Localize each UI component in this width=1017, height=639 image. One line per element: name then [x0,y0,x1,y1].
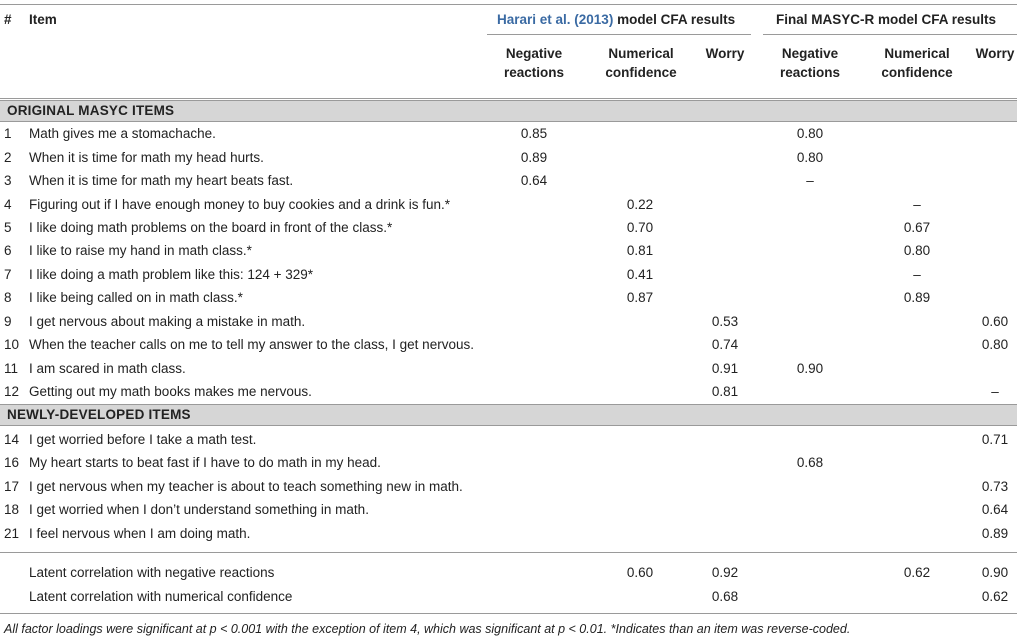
cell-f-num: 0.89 [903,290,931,305]
cell-f-neg: – [806,173,814,188]
cell-f-wor: 0.80 [981,337,1009,352]
row-item-text: When it is time for math my heart beats fast. [29,173,294,188]
sub-header-f-num: Numerical confidence [881,46,953,80]
top-rule [0,4,1017,5]
table-row [0,239,1017,262]
cell-f-num: 0.67 [903,220,931,235]
section-new [0,404,1017,426]
group-header-harari [497,12,735,27]
sub-header-h-worry: Worry [705,46,745,61]
row-item-text: I get worried when I don’t understand something in math. [29,502,369,517]
group-header-harari-text: model CFA results [613,12,736,27]
header-bottom-rule [0,98,1017,99]
table-row [0,286,1017,309]
table-row [0,216,1017,239]
section-new-label: NEWLY-DEVELOPED ITEMS [7,407,191,422]
row-number: 21 [4,526,20,541]
table-row [0,333,1017,356]
row-number: 14 [4,432,20,447]
row-item-text: Latent correlation with negative reactions [29,565,275,580]
row-item-text: When the teacher calls on me to tell my answer to the class, I get nervous. [29,337,474,352]
cell-h-num: 0.41 [626,267,654,282]
cell-f-num: – [913,267,921,282]
row-item-text: My heart starts to beat fast if I have to do math in my head. [29,455,381,470]
cell-h-num: 0.60 [626,565,654,580]
row-number: 10 [4,337,20,352]
row-number: 5 [4,220,12,235]
cell-h-wor: 0.74 [711,337,739,352]
row-number: 12 [4,384,20,399]
table-row [0,475,1017,498]
row-number: 17 [4,479,20,494]
cell-h-wor: 0.91 [711,361,739,376]
row-number: 11 [4,361,19,376]
table-row [0,193,1017,216]
table-row [0,263,1017,286]
row-item-text: I get nervous about making a mistake in math. [29,314,306,329]
sub-header-h-num: Numerical confidence [605,46,677,80]
row-number: 1 [4,126,12,141]
cell-f-num: 0.62 [903,565,931,580]
cell-f-wor: 0.62 [981,589,1009,604]
table-row [0,451,1017,474]
table-row [0,585,1017,608]
group-header-final: Final MASYC-R model CFA results [776,12,997,27]
cell-h-wor: 0.68 [711,589,739,604]
cell-h-num: 0.22 [626,197,654,212]
table-row [0,169,1017,192]
table-row [0,522,1017,545]
row-item-text: I like doing math problems on the board in front of the class.* [29,220,393,235]
cell-f-wor: 0.89 [981,526,1009,541]
group-rule-harari [487,34,751,35]
cell-f-wor: 0.90 [981,565,1009,580]
correlation-separator [0,552,1017,553]
row-item-text: I feel nervous when I am doing math. [29,526,251,541]
row-item-text: When it is time for math my head hurts. [29,150,264,165]
row-item-text: Figuring out if I have enough money to buy cookies and a drink is fun.* [29,197,451,212]
row-number: 3 [4,173,12,188]
section-original-label: ORIGINAL MASYC ITEMS [7,103,175,118]
cell-f-wor: 0.60 [981,314,1009,329]
cell-f-neg: 0.68 [796,455,824,470]
cell-h-num: 0.87 [626,290,654,305]
table-row [0,310,1017,333]
row-number: 18 [4,502,20,517]
group-rule-final [763,34,1017,35]
bottom-rule [0,613,1017,614]
table-row [0,561,1017,584]
row-number: 8 [4,290,12,305]
sub-header-f-neg: Negative reactions [779,46,841,80]
citation-link[interactable]: Harari et al. (2013) [497,12,614,27]
row-item-text: I am scared in math class. [29,361,186,376]
row-number: 6 [4,243,12,258]
row-item-text: I like doing a math problem like this: 124 + 329* [29,267,314,282]
sub-header-f-worry: Worry [975,46,1015,61]
table-row [0,357,1017,380]
cell-h-wor: 0.53 [711,314,739,329]
table-row [0,498,1017,521]
cell-h-wor: 0.81 [711,384,739,399]
cell-f-num: – [913,197,921,212]
cell-f-wor: 0.71 [981,432,1009,447]
row-number: 4 [4,197,12,212]
cell-h-neg: 0.89 [520,150,548,165]
cell-h-num: 0.70 [626,220,654,235]
col-item-header: Item [29,12,57,27]
row-item-text: Latent correlation with numerical confidence [29,589,293,604]
row-number: 2 [4,150,12,165]
table-row [0,428,1017,451]
cell-f-neg: 0.90 [796,361,824,376]
row-number: 16 [4,455,20,470]
row-item-text: Getting out my math books makes me nervous. [29,384,312,399]
cell-h-neg: 0.64 [520,173,548,188]
col-num-header: # [4,12,12,27]
cell-f-num: 0.80 [903,243,931,258]
row-item-text: I like being called on in math class.* [29,290,243,305]
sub-header-h-neg: Negative reactions [503,46,565,80]
table-row [0,146,1017,169]
cell-h-num: 0.81 [626,243,654,258]
row-item-text: Math gives me a stomachache. [29,126,216,141]
cell-f-neg: 0.80 [796,126,824,141]
cell-h-neg: 0.85 [520,126,548,141]
row-item-text: I get nervous when my teacher is about to teach something new in math. [29,479,463,494]
section-original [0,100,1017,122]
cell-f-wor: 0.64 [981,502,1009,517]
cell-f-wor: – [991,384,999,399]
table-row [0,380,1017,403]
table-row [0,122,1017,145]
row-item-text: I like to raise my hand in math class.* [29,243,252,258]
cell-f-neg: 0.80 [796,150,824,165]
row-number: 7 [4,267,12,282]
cell-f-wor: 0.73 [981,479,1009,494]
row-number: 9 [4,314,12,329]
cell-h-wor: 0.92 [711,565,739,580]
table-footnote: All factor loadings were significant at p < 0.001 with the exception of item 4, which was significant at p < 0.01. *Indicates than an item was reverse-coded. [4,622,851,636]
row-item-text: I get worried before I take a math test. [29,432,257,447]
